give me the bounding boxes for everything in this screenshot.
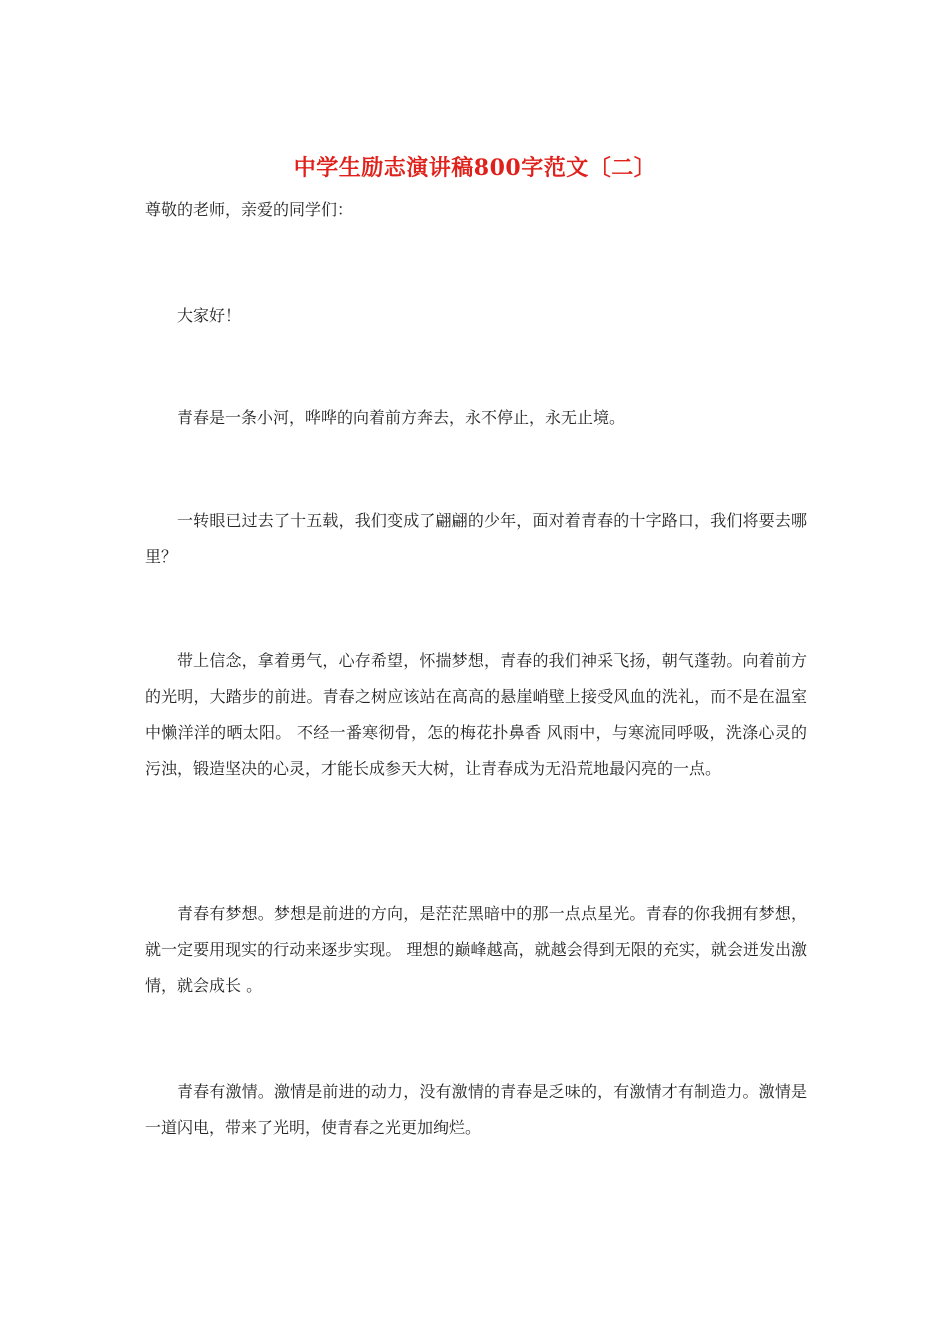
- paragraph: 一转眼已过去了十五载，我们变成了翩翩的少年，面对着青春的十字路口，我们将要去哪里？: [145, 511, 807, 566]
- paragraph: 带上信念，拿着勇气，心存希望，怀揣梦想，青春的我们神采飞扬，朝气蓬勃。向着前方的光明，大踏步的前进。青春之树应该站在高高的悬崖峭壁上接受风血的洗礼，而不是在温室中懒洋洋的晒太阳。 不经一番寒彻骨，怎的梅花扑鼻香 风雨中，与寒流同呼吸，洗涤心灵的污浊，锻造坚决的心灵，才能长成参天大树，让青春成为无沿荒地最闪亮的一点。: [145, 651, 807, 778]
- page-title: 中学生励志演讲稿800字范文〔二〕: [293, 155, 657, 181]
- paragraph: 青春有梦想。梦想是前进的方向，是茫茫黑暗中的那一点点星光。青春的你我拥有梦想，就一定要用现实的行动来逐步实现。 理想的巅峰越高，就越会得到无限的充实，就会迸发出激情，就会成长 。: [145, 904, 807, 995]
- paragraph: 青春有激情。激情是前进的动力，没有激情的青春是乏味的，有激情才有制造力。激情是一道闪电，带来了光明，使青春之光更加绚烂。: [145, 1082, 807, 1137]
- salutation: 尊敬的老师，亲爱的同学们：: [145, 200, 354, 219]
- paragraph: 青春是一条小河，哗哗的向着前方奔去，永不停止，永无止境。: [177, 408, 626, 427]
- paragraph-greeting: 大家好！: [177, 306, 242, 325]
